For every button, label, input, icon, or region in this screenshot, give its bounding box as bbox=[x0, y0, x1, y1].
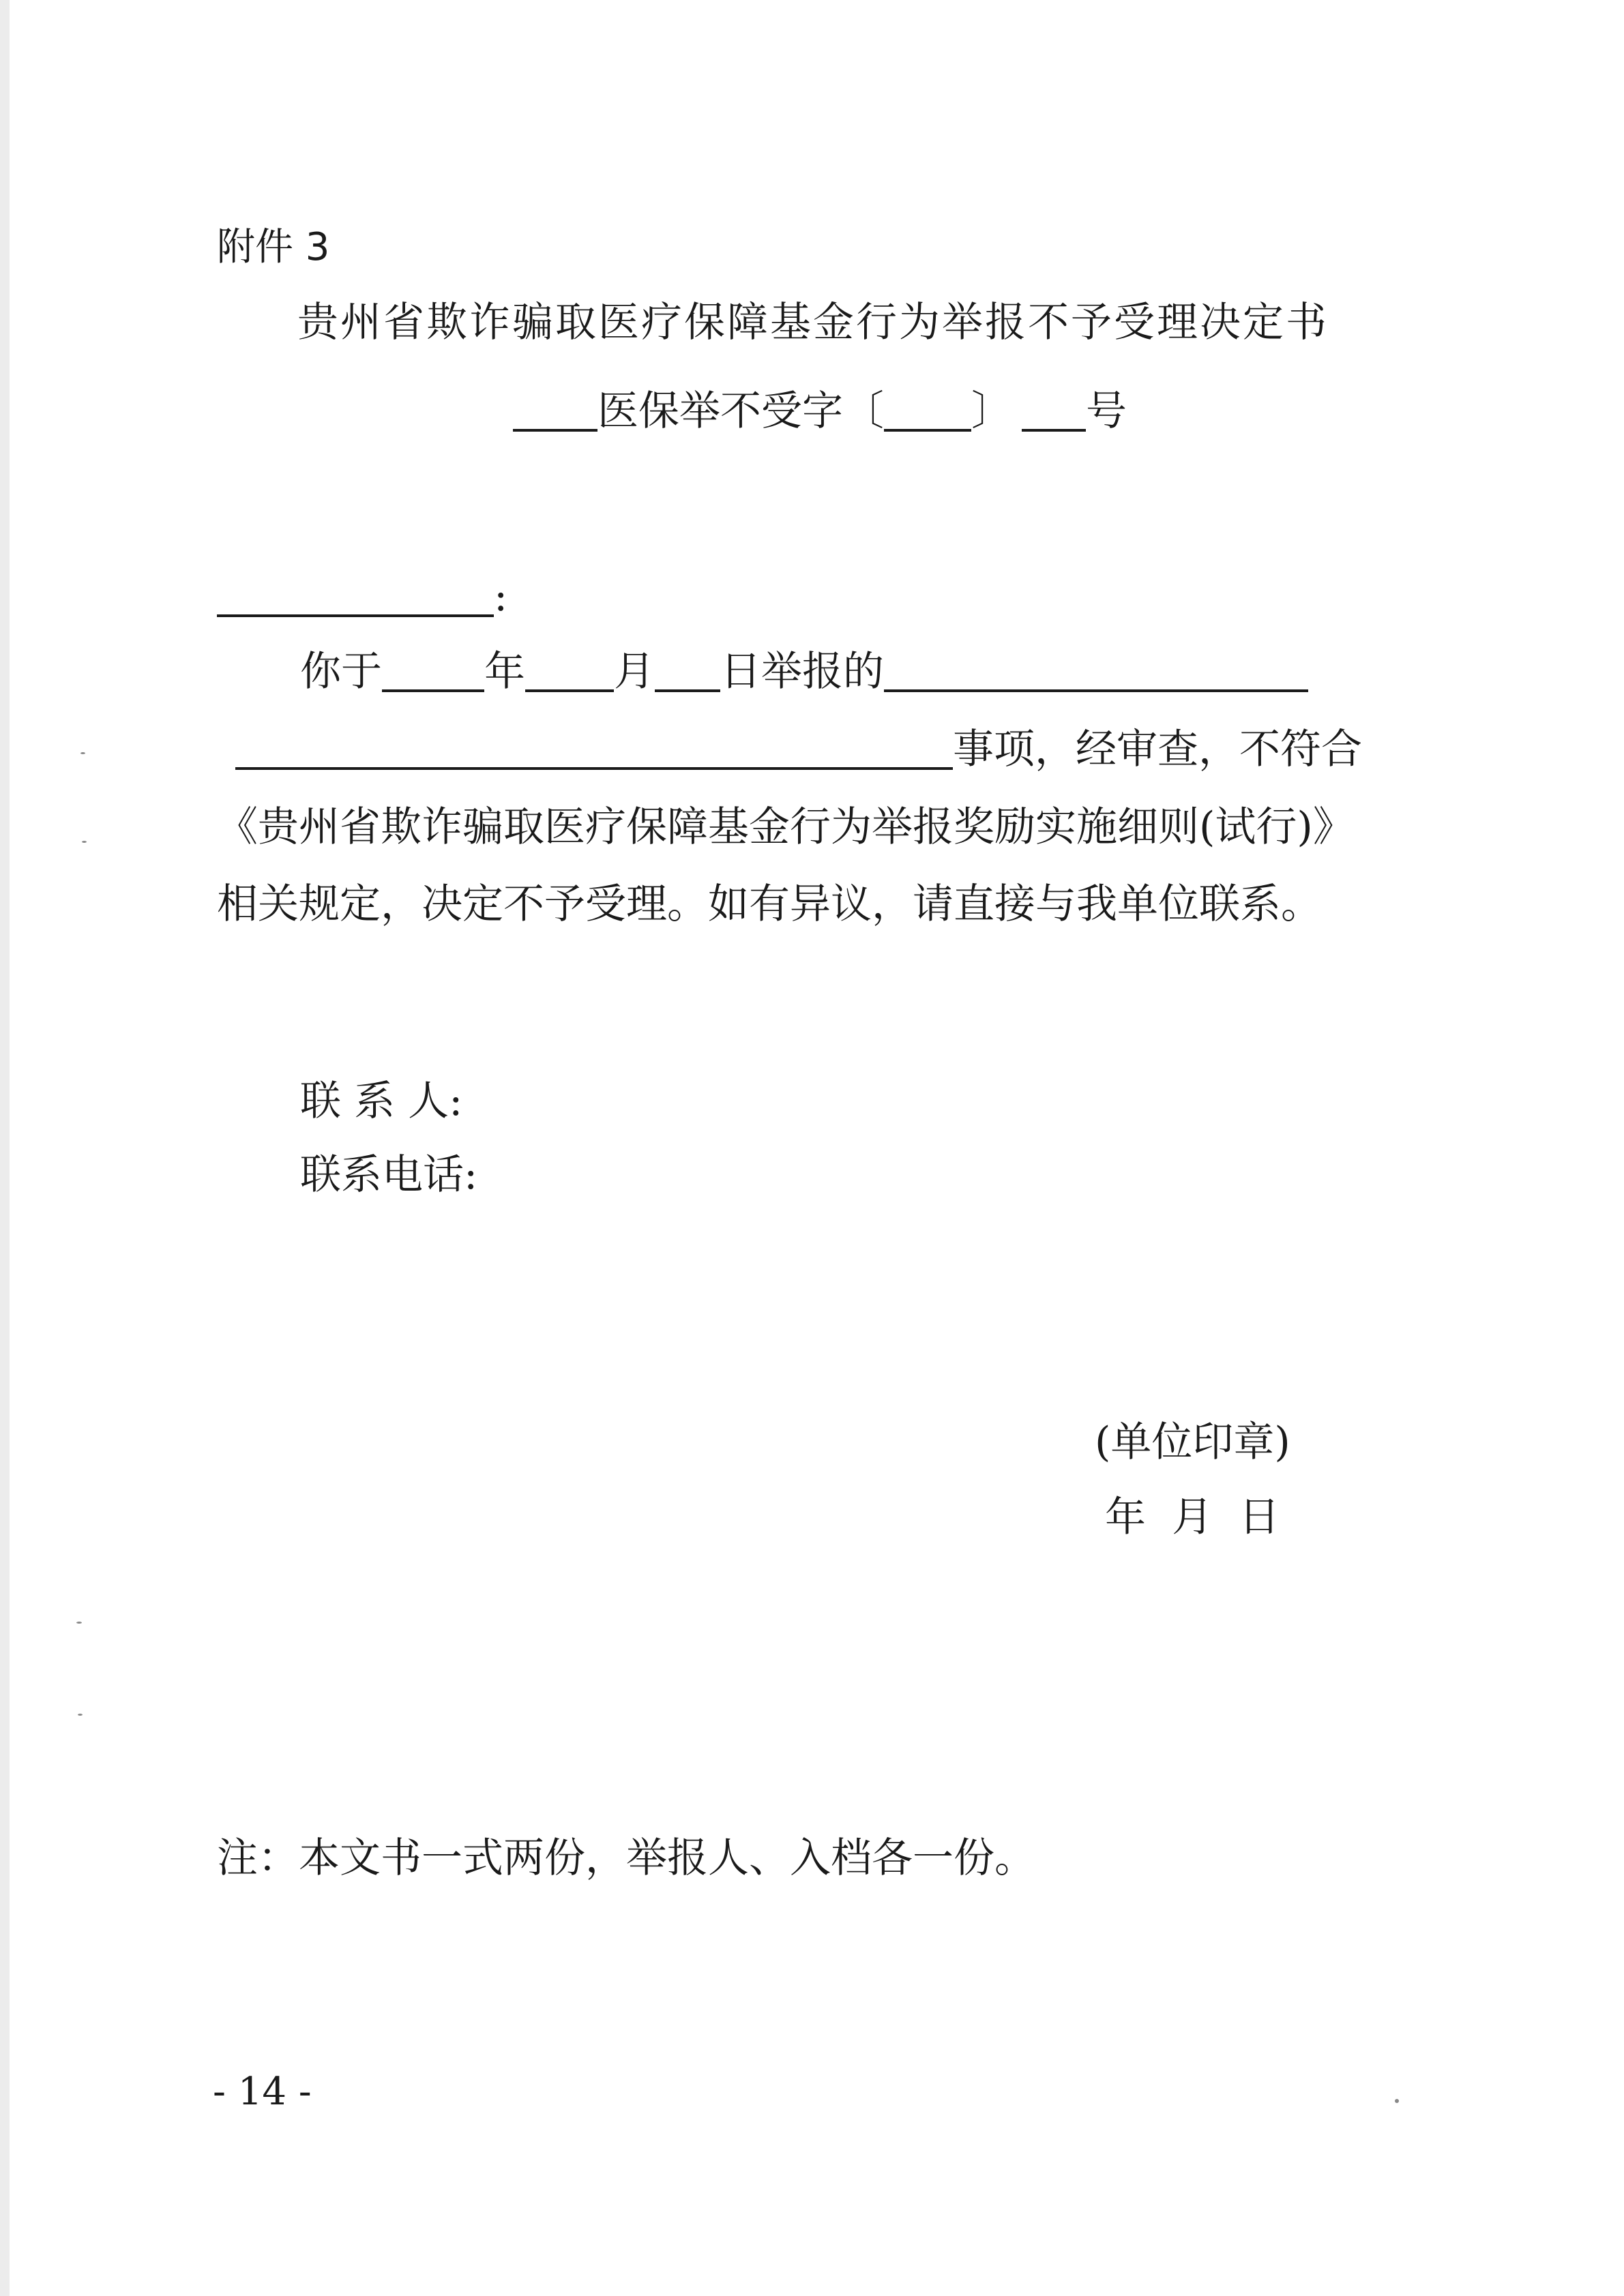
scan-speck bbox=[1395, 2099, 1399, 2103]
day-reported-text: 日举报的 bbox=[720, 648, 884, 696]
serial-blank[interactable] bbox=[1022, 392, 1086, 432]
year-text: 年 bbox=[484, 648, 525, 696]
contact-person-label: 联 系 人: bbox=[300, 1077, 463, 1125]
doc-number-middle: 医保举不受字〔 bbox=[597, 387, 884, 435]
scan-speck bbox=[80, 752, 85, 754]
footnote: 注：本文书一式两份，举报人、入档各一份。 bbox=[217, 1834, 1035, 1882]
report-day-blank[interactable] bbox=[655, 653, 720, 692]
you-at-text: 你于 bbox=[300, 648, 382, 696]
scan-speck bbox=[76, 1622, 82, 1624]
scan-speck bbox=[82, 841, 87, 843]
issuer-blank[interactable] bbox=[513, 392, 597, 432]
contact-phone-label: 联系电话: bbox=[300, 1151, 478, 1199]
addressee-colon: : bbox=[494, 573, 508, 621]
report-year-blank[interactable] bbox=[382, 653, 484, 692]
unit-seal-label: (单位印章) bbox=[1095, 1418, 1290, 1466]
month-text: 月 bbox=[614, 648, 655, 696]
body-line-2 bbox=[235, 726, 1362, 773]
document-title: 贵州省欺诈骗取医疗保障基金行为举报不予受理决定书 bbox=[297, 299, 1329, 346]
page-edge bbox=[0, 0, 10, 2296]
conclusion-line: 相关规定，决定不予受理。如有异议，请直接与我单位联系。 bbox=[217, 880, 1322, 928]
doc-number-suffix: 号 bbox=[1086, 387, 1127, 435]
regulation-line: 《贵州省欺诈骗取医疗保障基金行为举报奖励实施细则(试行)》 bbox=[217, 803, 1354, 851]
attachment-label: 附件 3 bbox=[217, 225, 330, 269]
addressee-line bbox=[217, 573, 508, 621]
report-month-blank[interactable] bbox=[525, 653, 614, 692]
matter-text: 事项，经审查，不符合 bbox=[953, 726, 1362, 773]
report-subject-blank[interactable] bbox=[884, 653, 1308, 692]
doc-number-close-bracket: 〕 bbox=[971, 387, 1012, 435]
addressee-blank[interactable] bbox=[217, 578, 494, 617]
year-blank[interactable] bbox=[884, 392, 971, 432]
signature-date: 年 月 日 bbox=[1105, 1493, 1280, 1541]
scan-speck bbox=[78, 1714, 83, 1716]
document-number bbox=[513, 387, 1127, 435]
body-line-1 bbox=[300, 648, 1308, 696]
page-number: - 14 - bbox=[213, 2070, 312, 2114]
report-matter-blank[interactable] bbox=[235, 730, 953, 770]
